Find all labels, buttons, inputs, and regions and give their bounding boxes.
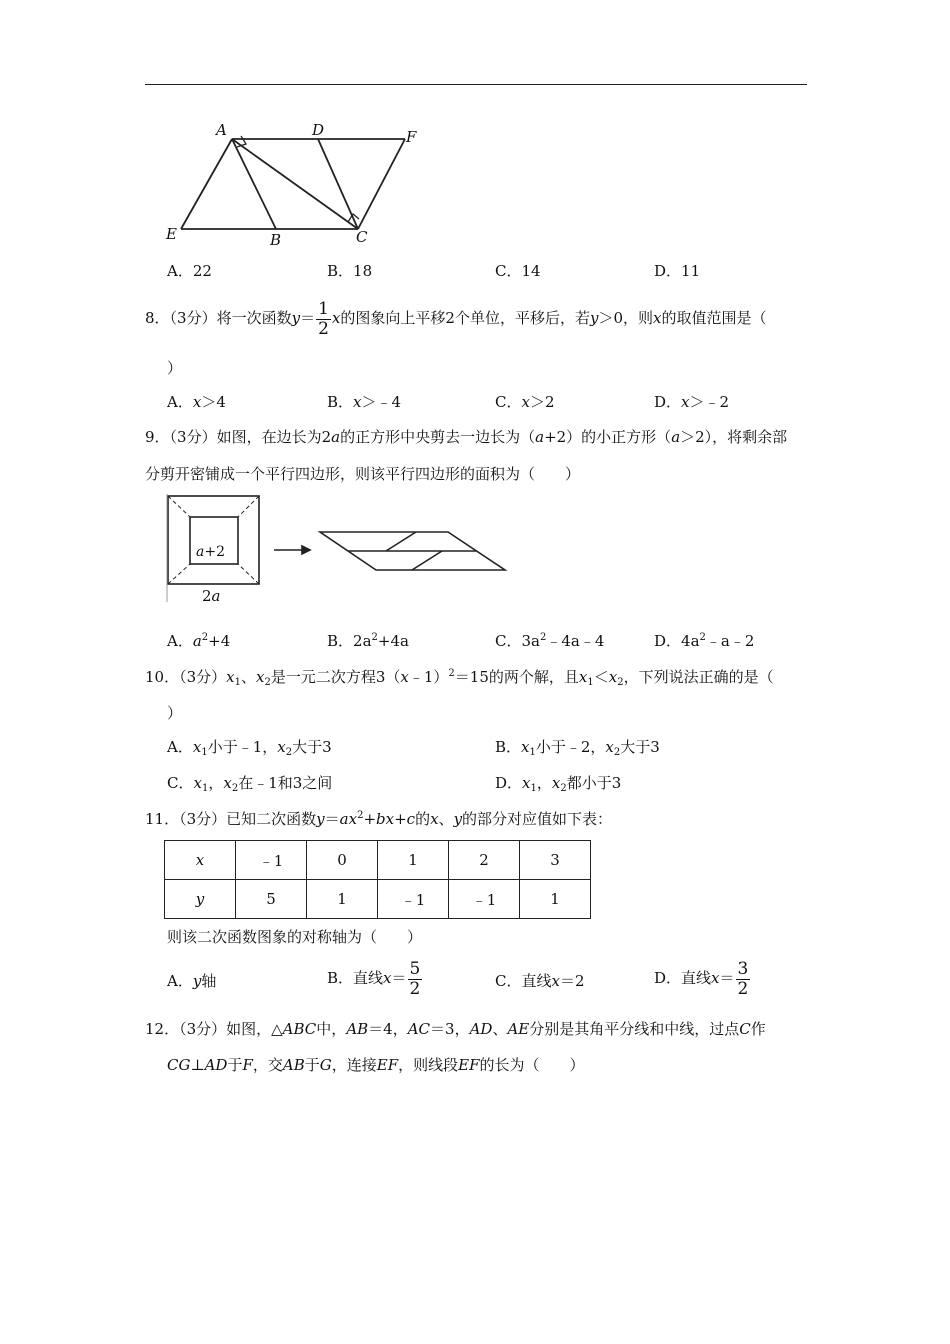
- table-cell: ﹣1: [236, 841, 307, 880]
- table-cell: 3: [520, 841, 591, 880]
- q8-option-c[interactable]: C．x＞2: [495, 393, 555, 411]
- svg-text:a+2: [196, 544, 225, 560]
- q10-option-a[interactable]: A．$x_1$小于﹣1，$x_2$大于3: [167, 738, 332, 758]
- table-cell: 0: [307, 841, 378, 880]
- table-cell: y: [165, 880, 236, 919]
- q10-option-c[interactable]: C．$x_1$，$x_2$在﹣1和3之间: [167, 774, 333, 794]
- q11-option-c[interactable]: C．直线x＝2: [495, 972, 585, 990]
- q11-after-text: 则该二次函数图象的对称轴为（ ）: [167, 928, 423, 946]
- q7-option-a[interactable]: A．22: [167, 262, 212, 280]
- q9-stem-line2: 分剪开密铺成一个平行四边形，则该平行四边形的面积为（ ）: [145, 465, 581, 483]
- label-B: B: [270, 231, 282, 249]
- q12-stem-line2: CG⊥AD于F，交AB于G，连接EF，则线段EF的长为（ ）: [167, 1056, 585, 1074]
- q9-option-c[interactable]: C．$3a^2﹣4a﹣4$: [495, 632, 605, 650]
- table-cell: ﹣1: [449, 880, 520, 919]
- q7-parallelogram-figure: [160, 118, 430, 253]
- q11-option-b[interactable]: B．直线x＝ $\frac{5}{2}$: [327, 958, 421, 999]
- header-rule: [145, 84, 807, 85]
- q10-option-d[interactable]: D．$x_1$，$x_2$都小于3: [495, 774, 622, 794]
- q12-stem-line1: 12．（3分）如图，△ABC中，AB＝4，AC＝3，AD、AE分别是其角平分线和中线，过点C作: [145, 1020, 766, 1038]
- q8-fraction: $\frac{1}{2}$: [318, 298, 329, 339]
- label-D: D: [312, 121, 325, 139]
- q7-option-c[interactable]: C．14: [495, 262, 541, 280]
- q9-side-label-var: a: [211, 587, 221, 605]
- q9-option-b[interactable]: B．$2a^2+4a$: [327, 632, 409, 650]
- q11-value-table: [164, 840, 591, 919]
- q9-option-d[interactable]: D．$4a^2﹣a﹣2$: [654, 632, 755, 650]
- q7-option-b[interactable]: B．18: [327, 262, 373, 280]
- label-A: A: [216, 121, 227, 139]
- q9-square-figure: [160, 490, 510, 608]
- q9-inner-label-rest: +2: [204, 544, 225, 560]
- q8-stem: 8．（3分）将一次函数y＝ $\frac{1}{2}$ x的图象向上平移2个单位，平移后，若y＞0，则x的取值范围是（: [145, 298, 767, 339]
- q7-option-d[interactable]: D．11: [654, 262, 701, 280]
- q8-option-d[interactable]: D．x＞﹣2: [654, 393, 730, 411]
- table-cell: 5: [236, 880, 307, 919]
- label-E: E: [166, 225, 177, 243]
- q9-inner-label-var: a: [196, 544, 205, 560]
- q11-option-d[interactable]: D．直线x＝ $\frac{3}{2}$: [654, 958, 749, 999]
- q10-option-b[interactable]: B．$x_1$小于﹣2，$x_2$大于3: [495, 738, 660, 758]
- table-row: [165, 841, 591, 880]
- label-C: C: [356, 228, 368, 246]
- q11-option-a[interactable]: A．y轴: [167, 972, 217, 990]
- q9-stem-line1: 9．（3分）如图，在边长为2a的正方形中央剪去一边长为（a+2）的小正方形（a＞2），将剩余部: [145, 428, 788, 446]
- table-row: [165, 880, 591, 919]
- q9-side-label-num: 2: [202, 587, 212, 605]
- table-cell: ﹣1: [378, 880, 449, 919]
- q8-option-b[interactable]: B．x＞﹣4: [327, 393, 402, 411]
- q11-stem: 11．（3分）已知二次函数$y=ax^2+bx+c$的x、y的部分对应值如下表：: [145, 810, 613, 828]
- q9-option-a[interactable]: A．$a^2+4$: [167, 632, 231, 650]
- q10-stem: 10．（3分）$x_1$、$x_2$是一元二次方程3（x﹣1）$^2$＝15的两个解，且$x_1<x_2$，下列说法正确的是（: [145, 668, 774, 688]
- label-F: F: [406, 128, 417, 146]
- table-cell: 2: [449, 841, 520, 880]
- svg-text:2a: [202, 587, 221, 605]
- q8-option-a[interactable]: A．x＞4: [167, 393, 226, 411]
- table-cell: 1: [520, 880, 591, 919]
- q10-close: ）: [167, 704, 183, 722]
- q8-close: ）: [167, 359, 183, 377]
- table-cell: 1: [378, 841, 449, 880]
- table-cell: x: [165, 841, 236, 880]
- table-cell: 1: [307, 880, 378, 919]
